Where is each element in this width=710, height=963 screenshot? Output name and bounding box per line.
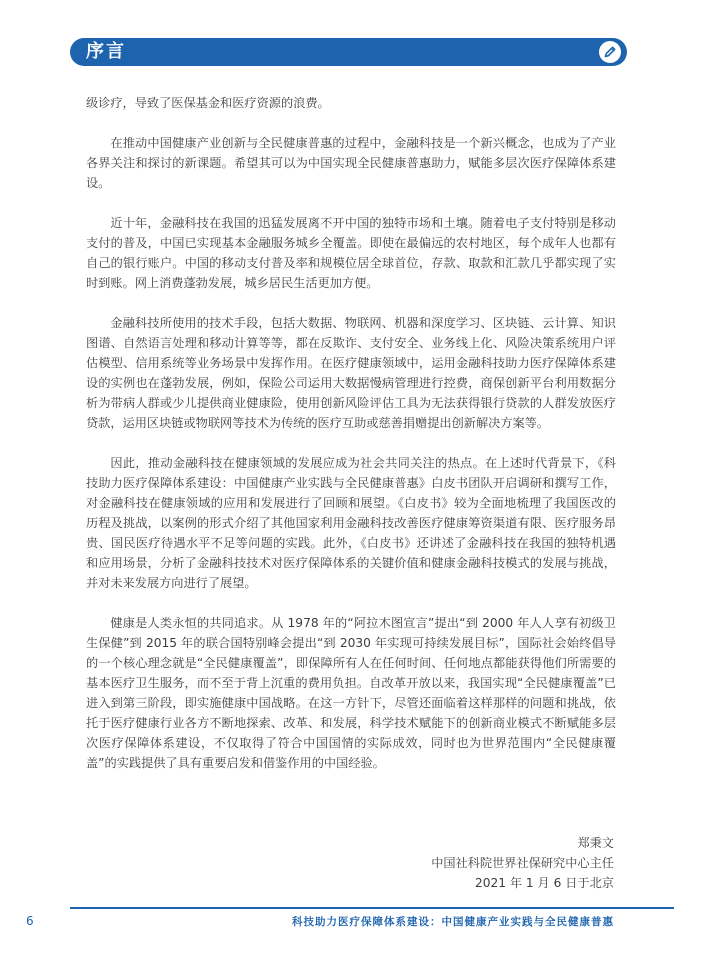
page-number: 6 [26,914,34,928]
pen-icon [599,41,621,63]
paragraph-1: 级诊疗，导致了医保基金和医疗资源的浪费。 [86,96,330,110]
section-title: 序言 [86,41,126,62]
footer-divider [70,907,674,909]
section-header-bar [70,38,627,66]
paragraph-6: 健康是人类永恒的共同追求。从 1978 年的“阿拉木图宣言”提出“到 2000 年人人享有初级卫生保健”到 2015 年的联合国特别峰会提出“到 2030 年实现可持续发展目标”，国际社会始终倡导的一个核心理念就是“全民健康覆盖”，即保障所有人在任何时间、任何地点都能获得他们所需要的基本医疗卫生服务，而不至于背上沉重的费用负担。自改革开放以来，我国实现“全民健康覆盖”已进入到第三阶段，即实施健康中国战略。在这一方针下，尽管还面临着这样那样的问题和挑战，依托于医疗健康行业各方不断地探索、改革、和发展，科学技术赋能下的创新商业模式不断赋能多层次医疗保障体系建设，不仅取得了符合中国国情的实际成效，同时也为世界范围内“全民健康覆盖”的实践提供了具有重要启发和借鉴作用的中国经验。 [86,616,616,770]
paragraph-5: 因此，推动金融科技在健康领域的发展应成为社会共同关注的热点。在上述时代背景下，《科技助力医疗保障体系建设：中国健康产业实践与全民健康普惠》白皮书团队开启调研和撰写工作，对金融科技在健康领域的应用和发展进行了回顾和展望。《白皮书》较为全面地梳理了我国医改的历程及挑战，以案例的形式介绍了其他国家利用金融科技改善医疗健康筹资渠道有限、医疗服务昂贵、国民医疗待遇水平不足等问题的实践。此外，《白皮书》还讲述了金融科技在我国的独特机遇和应用场景，分析了金融科技技术对医疗保障体系的关键价值和健康金融科技模式的发展与挑战，并对未来发展方向进行了展望。 [86,456,616,590]
author-name: 郑秉文 [577,836,614,850]
paragraph-3: 近十年，金融科技在我国的迅猛发展离不开中国的独特市场和土壤。随着电子支付特别是移动支付的普及，中国已实现基本金融服务城乡全覆盖。即使在最偏远的农村地区，每个成年人也都有自己的银行账户。中国的移动支付普及率和规模位居全球首位，存款、取款和汇款几乎都实现了实时到账。网上消费蓬勃发展，城乡居民生活更加方便。 [86,216,616,290]
preface-body [86,93,616,793]
paragraph-4: 金融科技所使用的技术手段，包括大数据、物联网、机器和深度学习、区块链、云计算、知识图谱、自然语言处理和移动计算等等，都在反欺诈、支付安全、业务线上化、风险决策系统用户评估模型、信用系统等业务场景中发挥作用。在医疗健康领域中，运用金融科技助力医疗保障体系建设的实例也在蓬勃发展，例如，保险公司运用大数据慢病管理进行控费，商保创新平台利用数据分析为带病人群或少儿提供商业健康险，使用创新风险评估工具为无法获得银行贷款的人群发放医疗贷款，运用区块链或物联网等技术为传统的医疗互助或慈善捐赠提出创新解决方案等。 [86,316,616,430]
signature-date: 2021 年 1 月 6 日于北京 [474,876,614,890]
paragraph-2: 在推动中国健康产业创新与全民健康普惠的过程中，金融科技是一个新兴概念，也成为了产业各界关注和探讨的新课题。希望其可以为中国实现全民健康普惠助力，赋能多层次医疗保障体系建设。 [86,136,616,190]
author-position: 中国社科院世界社保研究中心主任 [431,856,614,870]
footer-book-title: 科技助力医疗保障体系建设：中国健康产业实践与全民健康普惠 [292,916,614,928]
signature-block [431,833,614,893]
